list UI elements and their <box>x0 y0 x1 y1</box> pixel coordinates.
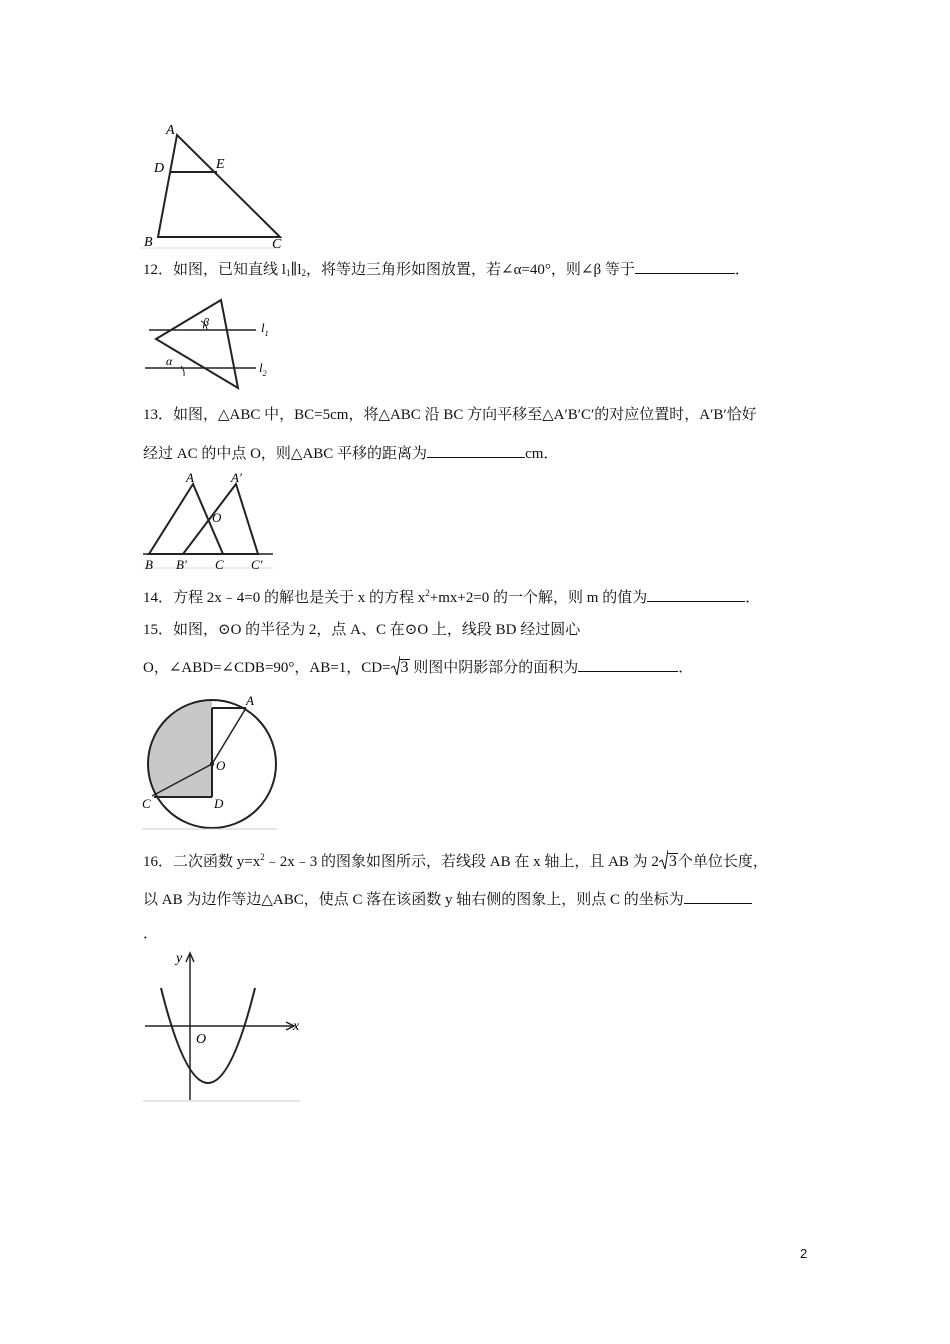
sqrt-expression <box>659 850 678 870</box>
question-text: 则图中阴影部分的面积为 <box>413 660 579 676</box>
question-text: O，∠ABD=∠CDB=90°，AB=1，CD= <box>143 660 391 676</box>
page-number: 2 <box>800 1246 808 1261</box>
sqrt-radicand: 3 <box>668 853 677 870</box>
answer-blank[interactable] <box>647 586 745 602</box>
answer-blank[interactable] <box>684 888 752 904</box>
label-D: D <box>214 796 224 811</box>
label-beta: β <box>203 315 209 329</box>
question-end: ． <box>745 590 761 606</box>
label-alpha: α <box>166 354 173 368</box>
label-O: O <box>216 758 226 773</box>
label-C: C <box>215 557 224 572</box>
question-text: 如图，已知直线 l <box>173 262 286 278</box>
superscript: 2 <box>260 852 265 862</box>
label-A: A <box>166 123 175 138</box>
question-number: 14． <box>143 590 174 606</box>
question-text: 如图，△ABC 中，BC=5cm，将△ABC 沿 BC 方向平移至△A′B′C′的对应位置时，A′B′恰好 <box>173 407 757 423</box>
label-A-prime: A′ <box>231 470 242 485</box>
sqrt-expression <box>391 656 410 676</box>
label-l2: $l_2$ <box>259 360 267 378</box>
question-16-line-1 <box>143 850 768 872</box>
question-number: 13． <box>143 407 174 423</box>
question-number: 16． <box>143 854 174 870</box>
question-13-line-1 <box>143 405 757 425</box>
subscript: 2 <box>301 268 307 278</box>
label-B: B <box>144 235 153 250</box>
label-B-prime: B′ <box>176 557 187 572</box>
figure-circle-shaded <box>140 690 285 832</box>
subscript: 1 <box>285 268 291 278</box>
question-text: +mx+2=0 的一个解，则 m 的值为 <box>429 590 648 606</box>
question-15-line-2 <box>143 656 693 678</box>
question-text: 方程 2x﹣4=0 的解也是关于 x 的方程 x <box>173 590 426 606</box>
figure-translated-triangles <box>143 470 283 578</box>
question-text: 如图，⊙O 的半径为 2，点 A、C 在⊙O 上，线段 BD 经过圆心 <box>173 622 581 638</box>
label-l1: $l_1$ <box>261 320 269 338</box>
question-16-line-3 <box>143 924 158 944</box>
sqrt-icon <box>659 850 668 870</box>
figure-parallel-lines-triangle <box>143 292 283 392</box>
question-text: ∥l <box>290 262 302 278</box>
label-x: x <box>293 1019 300 1034</box>
superscript: 2 <box>425 588 430 598</box>
sqrt-radicand: 3 <box>400 659 409 676</box>
question-number: 12． <box>143 262 174 278</box>
label-B: B <box>145 557 153 572</box>
question-text: 经过 AC 的中点 O，则△ABC 平移的距离为 <box>143 446 428 462</box>
question-text: ﹣2x﹣3 的图象如图所示，若线段 AB 在 x 轴上，且 AB 为 2 <box>264 854 659 870</box>
label-C-prime: C′ <box>251 557 263 572</box>
question-end: ． <box>143 926 159 942</box>
sqrt-icon <box>391 656 400 676</box>
figure-parabola <box>143 948 303 1106</box>
question-text: ，将等边三角形如图放置，若∠α=40°，则∠β 等于 <box>306 262 635 278</box>
question-12 <box>143 258 750 280</box>
question-15-line-1 <box>143 620 580 640</box>
label-C: C <box>272 237 282 252</box>
label-O: O <box>196 1032 207 1047</box>
label-E: E <box>216 157 225 172</box>
label-y: y <box>176 951 183 966</box>
label-C: C <box>142 796 151 811</box>
label-A: A <box>246 693 254 708</box>
question-end: cm． <box>525 446 559 462</box>
question-end: ． <box>734 262 750 278</box>
figure-triangle-de-parallel <box>140 120 290 255</box>
question-text: 个单位长度， <box>677 854 768 870</box>
answer-blank[interactable] <box>427 442 525 458</box>
question-end: ． <box>678 660 694 676</box>
label-D: D <box>154 161 165 176</box>
answer-blank[interactable] <box>635 258 735 274</box>
label-O: O <box>212 510 222 525</box>
question-text: 以 AB 为边作等边△ABC，使点 C 落在该函数 y 轴右侧的图象上，则点 C 的坐标为 <box>143 892 684 908</box>
question-13-line-2 <box>143 442 558 464</box>
question-text: 二次函数 y=x <box>173 854 261 870</box>
label-A: A <box>186 470 194 485</box>
question-number: 15． <box>143 622 174 638</box>
question-14 <box>143 586 760 608</box>
answer-blank[interactable] <box>578 656 678 672</box>
question-16-line-2 <box>143 888 752 910</box>
